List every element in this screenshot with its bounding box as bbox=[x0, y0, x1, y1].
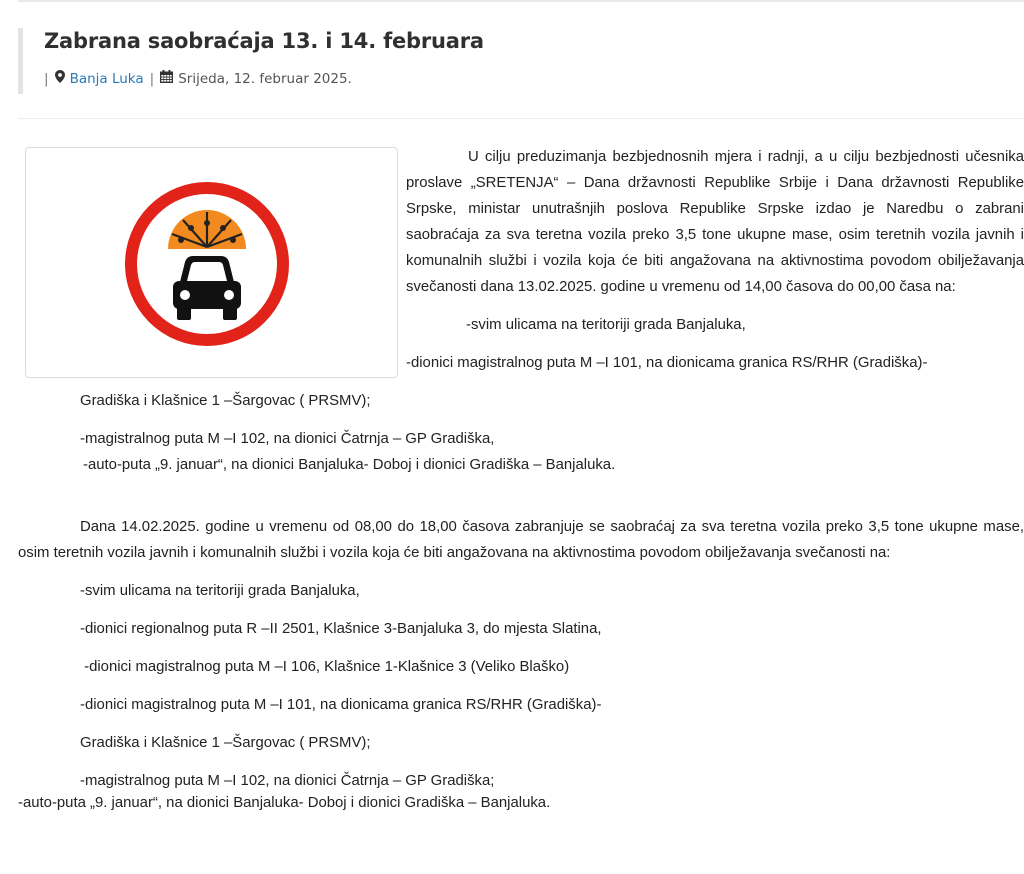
calendar-icon bbox=[160, 70, 173, 87]
article-body bbox=[18, 144, 1024, 816]
day1-item: -svim ulicama na teritoriji grada Banjaluka, bbox=[466, 317, 746, 333]
day2-paragraph: Dana 14.02.2025. godine u vremenu od 08,00 do 18,00 časova zabranjuje se saobraćaj za sva teretna vozila preko 3,5 tone ukupne mase, osim teretnih vozila javnih i komunalnih službi i vozila koja će biti angažovana na aktivnostima povodom obilježavanja svečanosti na: bbox=[18, 519, 1024, 561]
article-image[interactable] bbox=[25, 147, 398, 378]
day1-item: Gradiška i Klašnice 1 –Šargovac ( PRSMV); bbox=[80, 393, 371, 409]
day1-item: -dionici magistralnog puta M –I 101, na dionicama granica RS/RHR (Gradiška)- bbox=[406, 355, 928, 371]
meta-separator: | bbox=[149, 70, 155, 87]
intro-paragraph: U cilju preduzimanja bezbjednosnih mjera i radnji, a u cilju bezbjednosti učesnika proslave „SRETENJA“ – Dana državnosti Republike Srbije i Dana državnosti Republike Srpske, ministar unutrašnjih poslova Republike Srpske izdao je Naredbu o zabrani saobraćaja za sva teretna vozila preko 3,5 tone ukupne mase, osim teretnih vozila javnih i komunalnih službi i vozila koja će biti angažovana na aktivnostima povodom obilježavanja svečanosti dana 13.02.2025. godine u vremenu od 14,00 časova do 00,00 časa na: bbox=[406, 149, 1024, 295]
article-title: Zabrana saobraćaja 13. i 14. februara bbox=[44, 29, 484, 53]
top-divider bbox=[18, 0, 1024, 2]
article-meta bbox=[44, 70, 352, 87]
day2-item: -dionici regionalnog puta R –II 2501, Klašnice 3-Banjaluka 3, do mjesta Slatina, bbox=[80, 621, 602, 637]
location-link[interactable]: Banja Luka bbox=[69, 70, 144, 87]
no-vehicles-with-explosive-cargo-sign-icon bbox=[121, 178, 293, 350]
article-date: Srijeda, 12. februar 2025. bbox=[178, 70, 352, 87]
day1-item: -auto-puta „9. januar“, na dionici Banjaluka- Doboj i dionici Gradiška – Banjaluka. bbox=[83, 457, 616, 473]
day2-item: -magistralnog puta M –I 102, na dionici Čatrnja – GP Gradiška; bbox=[80, 773, 495, 789]
meta-separator: | bbox=[44, 70, 49, 87]
header-divider bbox=[18, 118, 1024, 119]
day2-item: -svim ulicama na teritoriji grada Banjaluka, bbox=[80, 583, 360, 599]
day1-item: -magistralnog puta M –I 102, na dionici Čatrnja – GP Gradiška, bbox=[80, 431, 495, 447]
day2-item: -dionici magistralnog puta M –I 101, na dionicama granica RS/RHR (Gradiška)- bbox=[80, 697, 602, 713]
day2-item: -auto-puta „9. januar“, na dionici Banjaluka- Doboj i dionici Gradiška – Banjaluka. bbox=[18, 795, 551, 811]
day2-item: -dionici magistralnog puta M –I 106, Klašnice 1-Klašnice 3 (Veliko Blaško) bbox=[80, 659, 570, 675]
day2-item: Gradiška i Klašnice 1 –Šargovac ( PRSMV); bbox=[80, 735, 371, 751]
map-marker-icon bbox=[55, 70, 65, 87]
article-header bbox=[18, 28, 1024, 94]
